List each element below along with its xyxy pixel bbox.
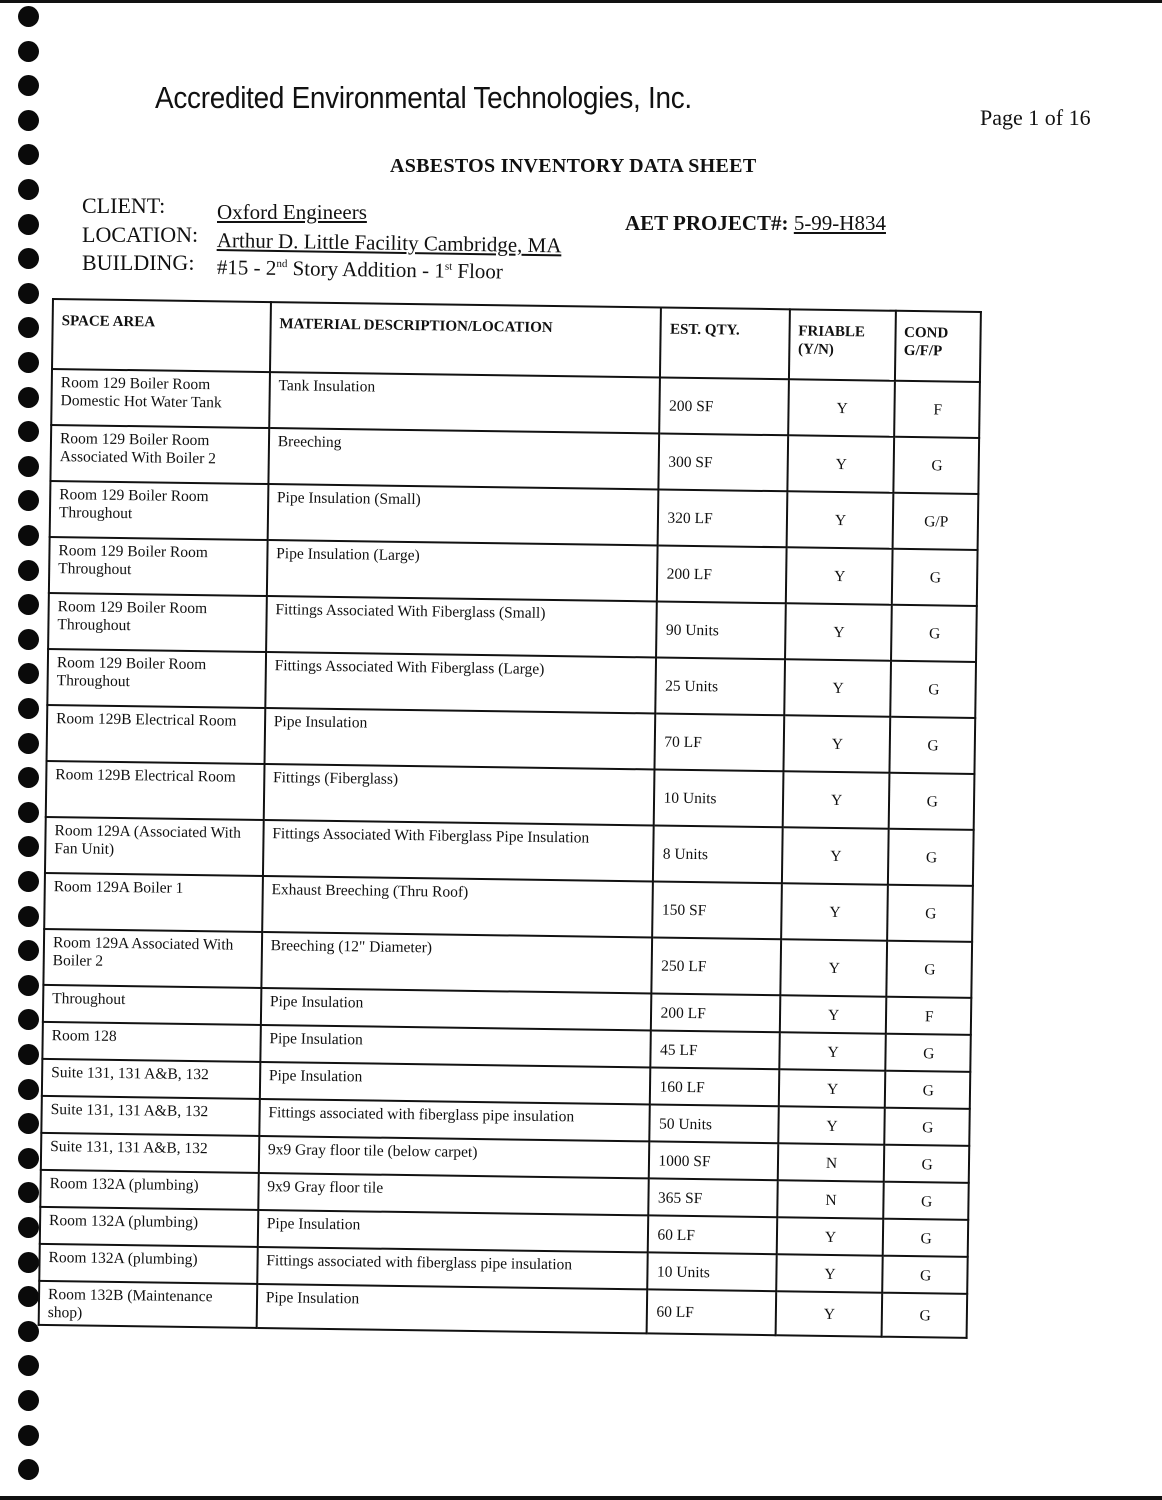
company-name: Accredited Environmental Technologies, Inc. — [155, 80, 692, 115]
binder-hole — [18, 940, 39, 961]
cond-cell: G/P — [892, 493, 978, 550]
page-number: Page 1 of 16 — [980, 105, 1091, 130]
qty-cell: 10 Units — [648, 1252, 777, 1291]
space-area-cell: Room 129 Boiler Room Associated With Boiler 2 — [50, 425, 269, 484]
qty-cell: 10 Units — [654, 769, 783, 827]
material-cell: Fittings Associated With Fiberglass (Large) — [265, 652, 656, 713]
building-value: #15 - 2nd Story Addition - 1st Floor — [216, 255, 504, 284]
cond-cell: G — [883, 1145, 969, 1183]
space-area-cell: Room 129 Boiler Room Throughout — [48, 593, 267, 652]
friable-cell: Y — [778, 1069, 884, 1107]
binder-hole — [18, 1286, 39, 1307]
friable-cell: Y — [785, 547, 892, 604]
material-cell: Pipe Insulation — [260, 1062, 651, 1104]
binder-hole — [18, 1182, 39, 1203]
material-cell: Pipe Insulation — [264, 708, 655, 769]
cond-cell: G — [886, 941, 972, 998]
binder-hole — [18, 456, 39, 477]
qty-cell: 8 Units — [653, 825, 782, 883]
qty-cell: 45 LF — [651, 1030, 780, 1069]
binder-hole — [18, 1044, 39, 1065]
friable-cell: Y — [781, 883, 888, 940]
qty-cell: 50 Units — [650, 1104, 779, 1143]
space-area-cell: Room 129B Electrical Room — [47, 705, 266, 764]
friable-cell: Y — [778, 1106, 884, 1144]
space-area-cell: Room 129 Boiler Room Throughout — [50, 481, 269, 540]
binder-hole — [18, 1113, 39, 1134]
cond-cell: G — [889, 717, 975, 774]
space-area-cell: Suite 131, 131 A&B, 132 — [41, 1096, 259, 1136]
friable-cell: Y — [776, 1217, 882, 1255]
qty-cell: 200 LF — [657, 545, 786, 603]
qty-cell: 25 Units — [656, 657, 785, 715]
qty-cell: 320 LF — [658, 489, 787, 547]
material-cell: Pipe Insulation — [260, 1025, 651, 1067]
project-label: AET PROJECT#: — [625, 211, 789, 235]
binder-hole — [18, 75, 39, 96]
cond-cell: G — [890, 661, 976, 718]
material-cell: Pipe Insulation — [256, 1284, 647, 1333]
binder-hole — [18, 1425, 39, 1446]
col-header-material: MATERIAL DESCRIPTION/LOCATION — [270, 302, 662, 377]
binder-hole — [18, 906, 39, 927]
space-area-cell: Suite 131, 131 A&B, 132 — [41, 1133, 259, 1173]
binder-hole — [18, 594, 39, 615]
qty-cell: 200 SF — [660, 378, 789, 436]
binder-hole — [18, 144, 39, 165]
material-cell: Breeching (12" Diameter) — [261, 932, 652, 993]
binder-hole — [18, 1009, 39, 1030]
binder-hole — [18, 421, 39, 442]
binder-hole — [18, 1390, 39, 1411]
asbestos-inventory-table — [38, 298, 982, 1339]
binder-hole — [18, 352, 39, 373]
project-number — [625, 211, 886, 236]
space-area-cell: Room 132A (plumbing) — [39, 1244, 257, 1284]
binder-hole — [18, 6, 39, 27]
bottom-edge-rule — [0, 1496, 1162, 1500]
binder-hole — [18, 698, 39, 719]
binder-hole — [18, 767, 39, 788]
space-area-cell: Room 132A (plumbing) — [40, 1170, 258, 1210]
material-cell: Pipe Insulation — [258, 1210, 649, 1252]
qty-cell: 365 SF — [649, 1178, 778, 1217]
qty-cell: 1000 SF — [649, 1141, 778, 1180]
cond-cell: G — [891, 549, 977, 606]
material-cell: Pipe Insulation (Small) — [267, 484, 658, 545]
col-header-friable: FRIABLE (Y/N) — [789, 309, 896, 380]
space-area-cell: Room 132A (plumbing) — [40, 1207, 258, 1247]
qty-cell: 60 LF — [648, 1215, 777, 1254]
space-area-cell: Room 129B Electrical Room — [46, 761, 265, 820]
project-value: 5-99-H834 — [793, 211, 886, 235]
binder-hole — [18, 560, 39, 581]
cond-cell: G — [884, 1071, 970, 1109]
col-header-qty: EST. QTY. — [660, 308, 789, 380]
building-label: BUILDING: — [82, 250, 195, 275]
binder-hole — [18, 387, 39, 408]
col-header-cond: COND G/F/P — [894, 311, 980, 382]
top-edge-rule — [0, 0, 1162, 3]
binder-hole — [18, 629, 39, 650]
friable-cell: Y — [786, 491, 893, 548]
binder-hole — [18, 1355, 39, 1376]
binder-hole — [18, 525, 39, 546]
space-area-cell: Suite 131, 131 A&B, 132 — [42, 1059, 260, 1099]
friable-cell: Y — [782, 771, 889, 828]
qty-cell: 200 LF — [651, 993, 780, 1032]
cond-cell: F — [894, 381, 980, 438]
location-label: LOCATION: — [82, 222, 199, 247]
friable-cell: Y — [779, 1032, 885, 1070]
binder-hole — [18, 836, 39, 857]
cond-cell: G — [887, 829, 973, 886]
cond-cell: G — [881, 1293, 967, 1338]
cond-cell: G — [883, 1182, 969, 1220]
qty-cell: 250 LF — [652, 937, 781, 995]
binder-hole — [18, 1079, 39, 1100]
col-header-space-area: SPACE AREA — [52, 299, 271, 372]
friable-cell: Y — [782, 827, 889, 884]
binder-hole — [18, 802, 39, 823]
space-area-cell: Room 129 Boiler Room Throughout — [49, 537, 268, 596]
cond-cell: F — [885, 997, 971, 1035]
client-label: CLIENT: — [82, 193, 166, 218]
space-area-cell: Room 129 Boiler Room Throughout — [47, 649, 266, 708]
binder-hole — [18, 1252, 39, 1273]
qty-cell: 150 SF — [653, 881, 782, 939]
space-area-cell: Room 129A (Associated With Fan Unit) — [45, 817, 264, 876]
material-cell: Breeching — [268, 428, 659, 489]
binder-hole — [18, 1321, 39, 1342]
table-header-row — [52, 299, 981, 382]
cond-cell: G — [884, 1108, 970, 1146]
binder-hole — [18, 214, 39, 235]
cond-cell: G — [885, 1034, 971, 1072]
binder-hole — [18, 490, 39, 511]
material-cell: Pipe Insulation (Large) — [267, 540, 658, 601]
binder-hole — [18, 248, 39, 269]
friable-cell: Y — [783, 715, 890, 772]
friable-cell: Y — [785, 603, 892, 660]
cond-cell: G — [882, 1256, 968, 1294]
sheet-title: ASBESTOS INVENTORY DATA SHEET — [390, 155, 757, 177]
binder-hole — [18, 1148, 39, 1169]
binder-hole — [18, 733, 39, 754]
qty-cell: 300 SF — [659, 433, 788, 491]
qty-cell: 60 LF — [647, 1289, 776, 1335]
friable-cell: Y — [784, 659, 891, 716]
space-area-cell: Room 129 Boiler Room Domestic Hot Water Tank — [51, 369, 270, 428]
space-area-cell: Room 132B (Maintenance shop) — [39, 1281, 257, 1328]
material-cell: Exhaust Breeching (Thru Roof) — [262, 876, 653, 937]
space-area-cell: Throughout — [43, 985, 261, 1025]
qty-cell: 160 LF — [650, 1067, 779, 1106]
material-cell: Fittings Associated With Fiberglass Pipe Insulation — [263, 820, 654, 881]
friable-cell: Y — [787, 435, 894, 492]
material-cell: Fittings associated with fiberglass pipe insulation — [257, 1247, 648, 1289]
material-cell: Pipe Insulation — [261, 988, 652, 1030]
space-area-cell: Room 128 — [42, 1022, 260, 1062]
binder-hole — [18, 663, 39, 684]
binder-hole — [18, 975, 39, 996]
friable-cell: Y — [780, 939, 887, 996]
material-cell: Fittings (Fiberglass) — [263, 764, 654, 825]
cond-cell: G — [891, 605, 977, 662]
material-cell: Fittings Associated With Fiberglass (Small) — [266, 596, 657, 657]
space-area-cell: Room 129A Boiler 1 — [44, 873, 263, 932]
binder-hole — [18, 1217, 39, 1238]
cond-cell: G — [888, 773, 974, 830]
friable-cell: N — [777, 1180, 883, 1218]
binder-hole — [18, 110, 39, 131]
friable-cell: Y — [775, 1291, 881, 1336]
friable-cell: N — [777, 1143, 883, 1181]
friable-cell: Y — [776, 1254, 882, 1292]
cond-cell: G — [893, 437, 979, 494]
binder-hole — [18, 179, 39, 200]
binder-hole — [18, 41, 39, 62]
material-cell: Tank Insulation — [269, 372, 660, 433]
binder-hole — [18, 317, 39, 338]
cond-cell: G — [887, 885, 973, 942]
material-cell: 9x9 Gray floor tile (below carpet) — [259, 1136, 650, 1178]
space-area-cell: Room 129A Associated With Boiler 2 — [43, 929, 262, 988]
material-cell: 9x9 Gray floor tile — [258, 1173, 649, 1215]
binder-hole — [18, 871, 39, 892]
binder-hole — [18, 283, 39, 304]
binder-hole — [18, 1459, 39, 1480]
qty-cell: 70 LF — [655, 713, 784, 771]
friable-cell: Y — [780, 995, 886, 1033]
cond-cell: G — [882, 1219, 968, 1257]
qty-cell: 90 Units — [657, 601, 786, 659]
client-value: Oxford Engineers — [217, 200, 367, 224]
friable-cell: Y — [788, 379, 895, 436]
material-cell: Fittings associated with fiberglass pipe insulation — [259, 1099, 650, 1141]
location-value: Arthur D. Little Facility Cambridge, MA — [216, 228, 562, 258]
